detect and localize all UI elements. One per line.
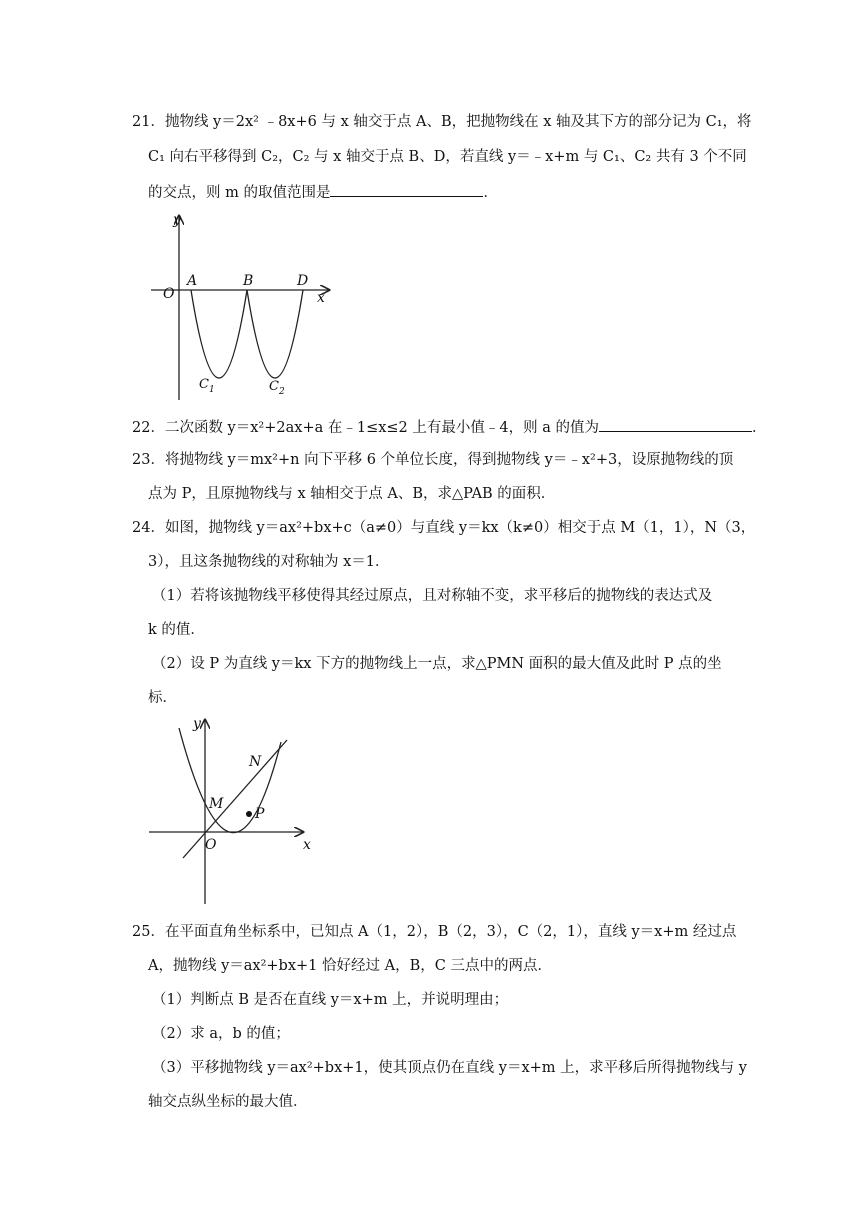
q25-line-2: A，抛物线 y＝ax²+bx+1 恰好经过 A，B，C 三点中的两点． bbox=[148, 958, 552, 974]
q21-point-b-label: B bbox=[243, 273, 254, 289]
q22-line-1 bbox=[132, 416, 766, 438]
q21-curve-c2 bbox=[247, 290, 303, 378]
q21-line-3-text: 的交点，则 m 的取值范围是 bbox=[148, 185, 331, 201]
q21-c1-sub: 1 bbox=[208, 385, 215, 395]
q21-line-1: 21．抛物线 y＝2x² ﹣8x+6 与 x 轴交于点 A、B，把抛物线在 x 轴及其下方的部分记为 C₁，将 bbox=[132, 114, 752, 130]
q24-point-p-dot bbox=[246, 811, 252, 817]
q24-part-1-line-1: （1）若将该抛物线平移使得其经过原点，且对称轴不变，求平移后的抛物线的表达式及 bbox=[152, 588, 713, 604]
q21-c1-main: C bbox=[199, 377, 209, 392]
q21-c2-sub: 2 bbox=[278, 387, 285, 397]
q25-part-3-line-1: （3）平移抛物线 y＝ax²+bx+1，使其顶点仍在直线 y＝x+m 上，求平移后所得抛物线与 y bbox=[152, 1060, 747, 1076]
q21-y-label: y bbox=[173, 212, 181, 228]
q21-origin-label: O bbox=[163, 286, 175, 302]
q24-line-y-kx bbox=[183, 740, 287, 858]
q21-point-d-label: D bbox=[297, 273, 309, 289]
q23-line-2: 点为 P，且原抛物线与 x 轴相交于点 A、B，求△PAB 的面积． bbox=[148, 486, 556, 502]
q25-part-3-line-2: 轴交点纵坐标的最大值． bbox=[148, 1094, 308, 1110]
q25-part-1: （1）判断点 B 是否在直线 y＝x+m 上，并说明理由； bbox=[152, 992, 509, 1008]
q25-line-1: 25．在平面直角坐标系中，已知点 A（1，2），B（2，3），C（2，1），直线 y＝x+m 经过点 bbox=[132, 924, 737, 940]
q24-part-1-line-2: k 的值． bbox=[148, 622, 205, 638]
q21-line-3 bbox=[148, 181, 498, 203]
q21-figure bbox=[145, 208, 345, 412]
q24-figure bbox=[145, 714, 320, 912]
q24-x-label: x bbox=[303, 837, 311, 853]
q25-part-2: （2）求 a，b 的值； bbox=[152, 1026, 290, 1042]
q24-parabola bbox=[179, 728, 281, 833]
q21-line-3-end: ． bbox=[483, 185, 498, 201]
q21-c2-main: C bbox=[269, 379, 279, 394]
q24-origin-label: O bbox=[205, 837, 217, 853]
q21-answer-blank bbox=[330, 181, 483, 197]
q23-line-1: 23．将抛物线 y＝mx²+n 向下平移 6 个单位长度，得到抛物线 y＝﹣x²+3，设原抛物线的顶 bbox=[132, 452, 734, 468]
q22-answer-blank bbox=[599, 416, 752, 432]
q24-point-m-label: M bbox=[209, 796, 224, 812]
q21-x-label: x bbox=[317, 290, 325, 306]
q21-c2-label bbox=[269, 379, 285, 397]
q24-part-2-line-1: （2）设 P 为直线 y＝kx 下方的抛物线上一点，求△PMN 面积的最大值及此时 P 点的坐 bbox=[152, 656, 722, 672]
q24-line-2: 3），且这条抛物线的对称轴为 x＝1． bbox=[148, 554, 390, 570]
q24-graph bbox=[145, 714, 320, 908]
q22-line-1-text: 22．二次函数 y＝x²+2ax+a 在﹣1≤x≤2 上有最小值﹣4，则 a 的值为 bbox=[132, 420, 599, 436]
q22-line-1-end: ． bbox=[751, 420, 767, 436]
q21-graph bbox=[145, 208, 345, 408]
q24-y-label: y bbox=[193, 716, 201, 732]
q21-curve-c1 bbox=[191, 290, 247, 378]
q21-point-a-label: A bbox=[187, 273, 198, 289]
q24-point-n-label: N bbox=[249, 754, 262, 770]
q24-part-2-line-2: 标． bbox=[148, 690, 177, 706]
q21-c1-label bbox=[199, 377, 215, 395]
q24-point-p-label: P bbox=[255, 806, 265, 822]
q21-line-2: C₁ 向右平移得到 C₂，C₂ 与 x 轴交于点 B、D，若直线 y＝﹣x+m 与 C₁、C₂ 共有 3 个不同 bbox=[148, 149, 747, 165]
q24-line-1: 24．如图，抛物线 y＝ax²+bx+c（a≠0）与直线 y＝kx（k≠0）相交于点 M（1，1），N（3， bbox=[132, 520, 756, 536]
